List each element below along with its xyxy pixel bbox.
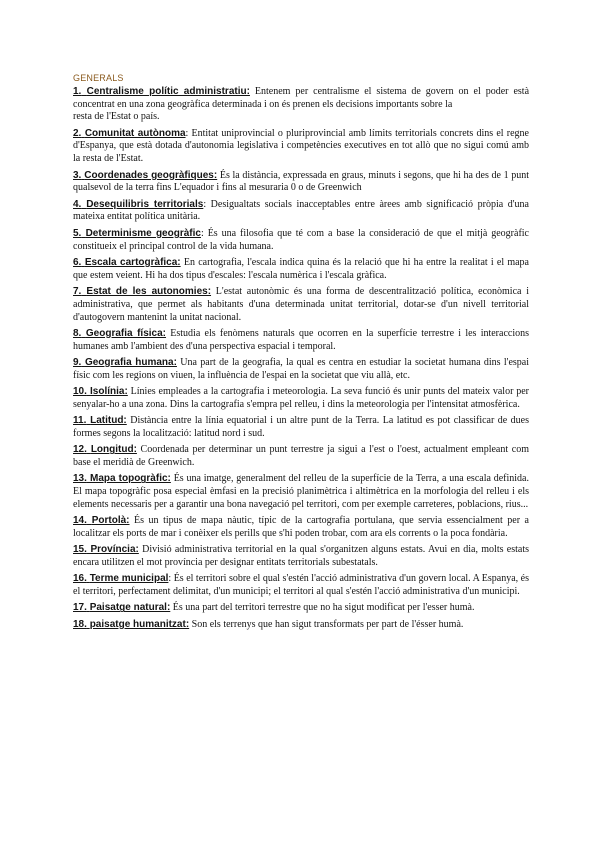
entry-number: 9. <box>73 356 82 368</box>
glossary-term <box>73 257 181 268</box>
term-label: Comunitat autònoma <box>84 127 186 139</box>
glossary-definition: : És el territori sobre el qual s'estén l'acció administrativa d'un govern local. A Espanya, és el territori, perfectament delimitat, d'un municipi; el territori al qual s'estén l'acció administrativa d'un municipi. <box>73 573 530 598</box>
glossary-term <box>73 415 127 426</box>
glossary-definition: : Desigualtats socials inacceptables entre àrees amb significació pròpia d'una mateixa entitat política unitària. <box>73 198 529 223</box>
glossary-entry <box>73 619 529 632</box>
glossary-term <box>73 128 186 139</box>
glossary-definition: És la distància, expressada en graus, minuts i segons, que hi ha des de 1 punt qualsevol de la terra fins L'equador i fins al mesuraria 0 o de Greenwich <box>73 169 529 194</box>
entry-number: 12. <box>73 444 87 456</box>
entry-number: 18. <box>73 618 87 630</box>
glossary-entry <box>73 286 529 324</box>
glossary-definition: Estudia els fenòmens naturals que ocorren en la superfície terrestre i les interaccions humanes amb l'ambient des d'una perspectiva espacial i temporal. <box>73 327 530 352</box>
term-label: Desequilibris territorials <box>86 198 204 210</box>
term-label: Centralisme polític administratiu: <box>86 85 250 97</box>
term-label: Mapa topogràfic: <box>90 473 171 485</box>
entry-number: 3. <box>73 169 82 181</box>
term-label: Geografia humana: <box>84 356 177 368</box>
glossary-entry <box>73 573 529 599</box>
glossary-term <box>73 473 171 484</box>
glossary-definition: Distància entre la línia equatorial i un altre punt de la Terra. La latitud es pot classificar de dues formes segons la localització: latitud nord i sud. <box>73 415 529 439</box>
glossary-entry <box>73 386 529 412</box>
glossary-entry <box>73 544 529 570</box>
glossary-entry <box>73 328 529 354</box>
glossary-list <box>73 86 529 632</box>
glossary-definition: Son els terrenys que han sigut transformats per part de l'ésser humà. <box>189 618 464 630</box>
glossary-term <box>73 386 128 397</box>
entry-number: 4. <box>73 198 82 210</box>
glossary-entry <box>73 602 529 615</box>
glossary-definition: És una imatge, generalment del relleu de la superfície de la Terra, a una escala definida. El mapa topogràfic posa especial èmfasi en la precisió planimètrica i altimètrica en la morfologia del relleu i els elements necessaris per a garantir una bona navegació pel territori, com per exemple carreteres, poblacions, rius... <box>73 473 529 510</box>
glossary-term <box>73 86 250 97</box>
glossary-entry <box>73 199 529 225</box>
glossary-entry <box>73 86 529 124</box>
glossary-term <box>73 602 170 613</box>
glossary-definition: L'estat autonòmic és una forma de descentralització política, econòmica i administrativa, que permet als habitants d'una determinada unitat territorial, dotar-se d'un nivell territorial d'autogovern mantenint la unitat nacional. <box>73 285 530 323</box>
glossary-definition: : És una filosofia que té com a base la consideració de que el mitjà geogràfic constitueix el principal control de la vida humana. <box>73 227 529 252</box>
entry-number: 13. <box>73 473 87 485</box>
glossary-term <box>73 573 168 584</box>
entry-number: 1. <box>73 85 82 97</box>
term-label: Paisatge natural: <box>89 602 171 614</box>
entry-number: 15. <box>73 544 87 556</box>
glossary-definition: En cartografia, l'escala indica quina és la relació que hi ha entre la realitat i el mapa que estem veient. Hi ha dos tipus d'escales: l'escala numèrica i l'escala gràfica. <box>73 256 529 281</box>
glossary-entry <box>73 170 529 196</box>
glossary-term <box>73 444 137 455</box>
glossary-entry <box>73 228 529 254</box>
term-label: Província: <box>90 544 139 556</box>
glossary-term <box>73 357 177 368</box>
glossary-term <box>73 544 139 555</box>
term-label: Longitud: <box>90 444 137 456</box>
glossary-definition: : Entitat uniprovincial o pluriprovincial amb límits territorials concrets dins el regne d'Espanya, que està dotada d'autonomia legislativa i competències executives en tot allò que no sigui comú amb la resta de l'Estat. <box>73 127 529 165</box>
entry-number: 7. <box>73 285 82 297</box>
term-label: Estat de les autonomies: <box>86 285 212 297</box>
entry-number: 6. <box>73 256 82 268</box>
term-label: Portolà: <box>91 515 130 527</box>
entry-number: 5. <box>73 227 82 239</box>
glossary-definition: Entenem per centralisme el sistema de govern on el poder està concentrat en una zona geogràfica determinada i on és prenen els decisions importants sobre la <box>73 85 530 110</box>
definition-continuation: resta de l'Estat o país. <box>73 111 160 123</box>
entry-number: 16. <box>73 573 87 585</box>
glossary-definition: És un tipus de mapa nàutic, típic de la cartografia portulana, que servia essencialment per a localitzar els ports de mar i conèixer els perills que s'hi poden trobar, com ara els corrents o la poca fondària. <box>73 515 529 539</box>
glossary-term <box>73 619 189 630</box>
glossary-definition: Coordenada per determinar un punt terrestre ja sigui a l'est o l'oest, actualment empleant com base el meridià de Greenwich. <box>73 444 529 469</box>
glossary-term <box>73 328 166 339</box>
section-title: GENERALS <box>73 73 124 83</box>
glossary-entry <box>73 257 529 283</box>
term-label: Isolínia: <box>90 386 128 398</box>
glossary-entry <box>73 515 529 541</box>
glossary-term <box>73 515 130 526</box>
term-label: Coordenades geogràfiques: <box>84 169 218 181</box>
entry-number: 2. <box>73 127 82 139</box>
glossary-entry <box>73 473 529 511</box>
entry-number: 8. <box>73 327 82 339</box>
term-label: Latitud: <box>90 415 127 427</box>
term-label: Geografia física: <box>85 327 167 339</box>
glossary-definition: Línies empleades a la cartografia i meteorologia. La seva funció és unir punts del mateix valor per senyalar-ho a una zona. Dins la cartografia s'empra pel relleu, i dins la meteorologia per l'intensitat atmosfèrica. <box>73 386 530 410</box>
term-label: Determinisme geogràfic <box>85 227 201 239</box>
entry-number: 11. <box>73 415 87 427</box>
glossary-entry <box>73 128 529 166</box>
entry-number: 14. <box>73 515 87 527</box>
glossary-term <box>73 286 211 297</box>
term-label: Escala cartogràfica: <box>84 256 181 268</box>
glossary-term <box>73 170 217 181</box>
glossary-definition: Una part de la geografia, la qual es centra en estudiar la societat humana dins l'espai físic com les regions on viuen, la influència de l'espai en la societat que viu allà, etc. <box>73 356 529 381</box>
glossary-content <box>73 72 529 635</box>
glossary-entry <box>73 415 529 441</box>
glossary-definition: És una part del territori terrestre que no ha sigut modificat per l'esser humà. <box>170 602 475 614</box>
term-label: paisatge humanitzat: <box>89 618 190 630</box>
term-label: Terme municipal <box>89 573 169 585</box>
glossary-definition: Divisió administrativa territorial en la qual s'organitzen alguns estats. Avui en dia, molts estats encara utilitzen el mot província per designar entitats territorials subestatals. <box>73 544 529 569</box>
glossary-term <box>73 228 201 239</box>
glossary-entry <box>73 357 529 383</box>
entry-number: 10. <box>73 386 87 398</box>
glossary-term <box>73 199 203 210</box>
entry-number: 17. <box>73 602 87 614</box>
glossary-entry <box>73 444 529 470</box>
